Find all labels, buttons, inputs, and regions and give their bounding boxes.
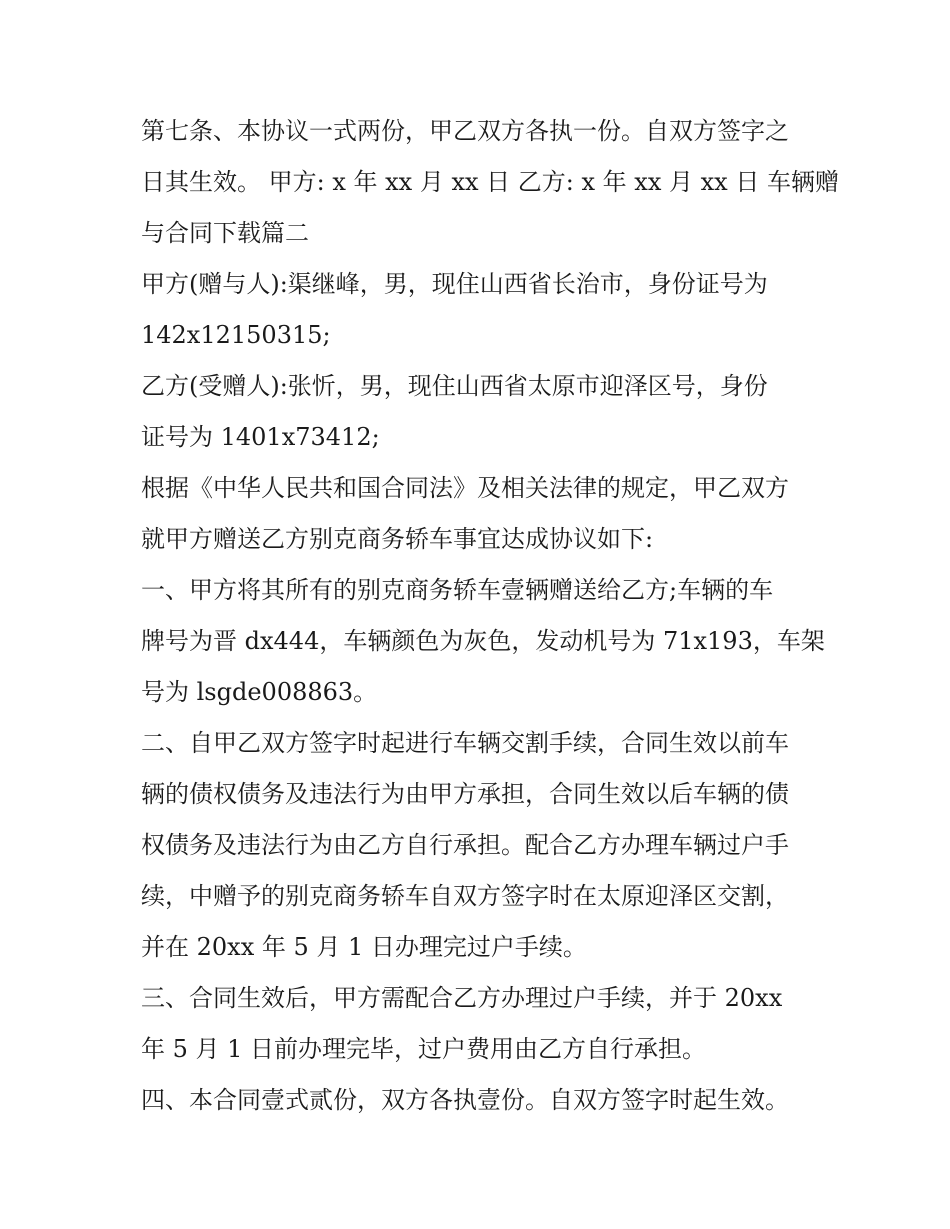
document-body [141, 106, 839, 1126]
text-line: 续，中赠予的别克商务轿车自双方签字时在太原迎泽区交割， [141, 882, 789, 910]
text-line: 日其生效。 甲方: x 年 xx 月 xx 日 乙方: x 年 xx 月 xx 日 车辆赠 [141, 168, 839, 196]
text-line: 年 5 月 1 日前办理完毕，过户费用由乙方自行承担。 [141, 1035, 707, 1063]
text-line: 并在 20xx 年 5 月 1 日办理完过户手续。 [141, 933, 587, 961]
text-line: 四、本合同壹式贰份，双方各执壹份。自双方签字时起生效。 [141, 1086, 789, 1114]
text-line: 牌号为晋 dx444，车辆颜色为灰色，发动机号为 71x193，车架 [141, 627, 825, 655]
text-line: 一、甲方将其所有的别克商务轿车壹辆赠送给乙方;车辆的车 [141, 576, 774, 604]
text-line: 二、自甲乙双方签字时起进行车辆交割手续，合同生效以前车 [141, 729, 789, 757]
text-line: 证号为 1401x73412; [141, 423, 380, 451]
text-line: 根据《中华人民共和国合同法》及相关法律的规定，甲乙双方 [141, 474, 789, 502]
text-line: 乙方(受赠人):张忻，男，现住山西省太原市迎泽区号，身份 [141, 372, 768, 400]
text-line: 辆的债权债务及违法行为由甲方承担，合同生效以后车辆的债 [141, 780, 789, 808]
text-line: 权债务及违法行为由乙方自行承担。配合乙方办理车辆过户手 [141, 831, 789, 859]
text-line: 142x12150315; [141, 321, 331, 349]
text-line: 就甲方赠送乙方别克商务轿车事宜达成协议如下: [141, 525, 654, 553]
text-line: 三、合同生效后，甲方需配合乙方办理过户手续，并于 20xx [141, 984, 783, 1012]
text-line: 甲方(赠与人):渠继峰，男，现住山西省长治市，身份证号为 [141, 270, 768, 298]
text-line: 与合同下载篇二 [141, 219, 309, 247]
text-line: 号为 lsgde008863。 [141, 678, 378, 706]
text-line: 第七条、本协议一式两份，甲乙双方各执一份。自双方签字之 [141, 117, 789, 145]
